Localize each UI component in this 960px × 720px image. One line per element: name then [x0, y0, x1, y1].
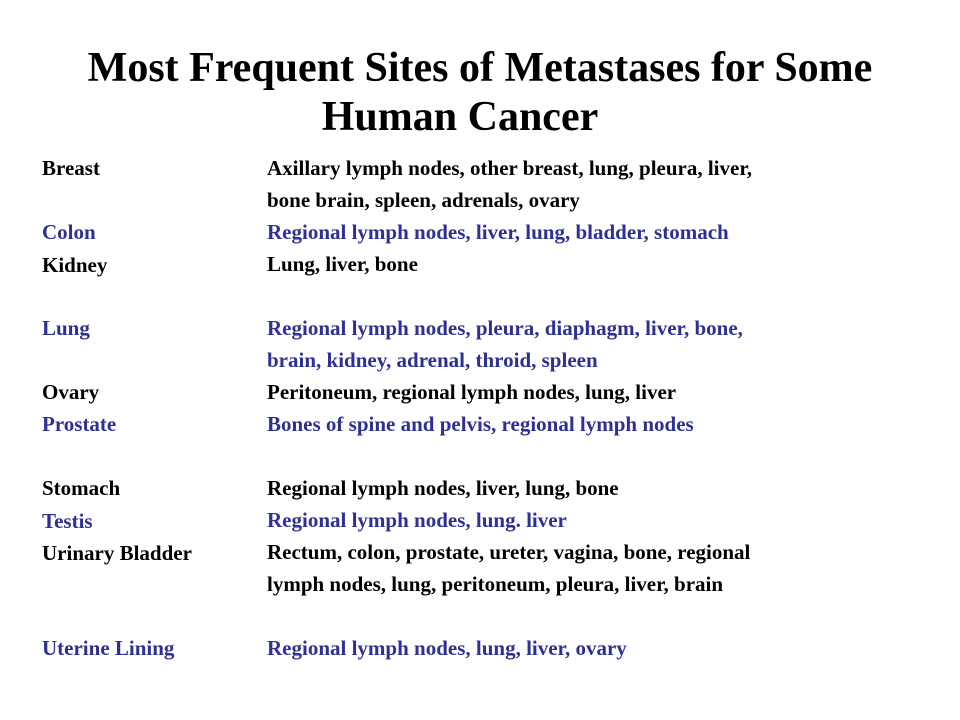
metastasis-sites: [267, 376, 907, 408]
metastasis-sites-line: Regional lymph nodes, liver, lung, bone: [267, 476, 619, 500]
metastasis-sites: [267, 216, 907, 248]
metastasis-sites-line: Axillary lymph nodes, other breast, lung, pleura, liver,: [267, 156, 752, 180]
metastasis-sites-line: Regional lymph nodes, lung, liver, ovary: [267, 636, 627, 660]
metastasis-sites: [267, 312, 907, 376]
metastasis-sites-line: Peritoneum, regional lymph nodes, lung, liver: [267, 380, 677, 404]
cancer-type: Testis: [42, 509, 93, 533]
metastasis-sites-line: Bones of spine and pelvis, regional lymph nodes: [267, 412, 694, 436]
cancer-type: Urinary Bladder: [42, 541, 192, 565]
cancer-type: Breast: [42, 156, 100, 180]
metastasis-sites-line: lymph nodes, lung, peritoneum, pleura, liver, brain: [267, 572, 724, 596]
slide-title-line-2: Human Cancer: [321, 94, 599, 140]
metastasis-sites-line: Regional lymph nodes, pleura, diaphagm, liver, bone,: [267, 316, 743, 340]
metastasis-sites-line: Lung, liver, bone: [267, 252, 418, 276]
metastasis-sites: [267, 248, 907, 280]
metastasis-sites: [267, 504, 907, 536]
metastasis-sites-line: Regional lymph nodes, liver, lung, bladder, stomach: [267, 220, 729, 244]
cancer-type: Prostate: [42, 412, 117, 436]
slide-title-line-1: Most Frequent Sites of Metastases for Some: [87, 45, 873, 91]
metastasis-sites: [267, 472, 907, 504]
cancer-type: Colon: [42, 220, 96, 244]
cancer-type: Stomach: [42, 476, 121, 500]
cancer-type: Ovary: [42, 380, 100, 404]
metastasis-sites: [267, 536, 907, 600]
cancer-type: Kidney: [42, 253, 108, 277]
metastasis-sites-line: Rectum, colon, prostate, ureter, vagina, bone, regional: [267, 540, 751, 564]
metastasis-sites: [267, 408, 907, 440]
metastasis-sites: [267, 632, 907, 664]
cancer-type: Lung: [42, 316, 90, 340]
metastasis-sites-line: brain, kidney, adrenal, throid, spleen: [267, 348, 598, 372]
cancer-type: Uterine Lining: [42, 636, 175, 660]
metastasis-sites: [267, 152, 907, 216]
metastasis-sites-line: Regional lymph nodes, lung. liver: [267, 508, 567, 532]
metastasis-sites-line: bone brain, spleen, adrenals, ovary: [267, 188, 580, 212]
